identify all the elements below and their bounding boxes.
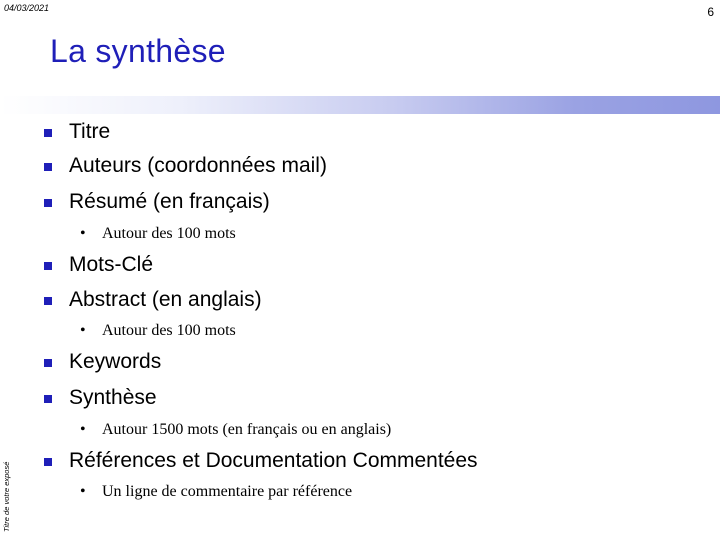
bullet-text: Titre [69,120,111,143]
dot-bullet-icon: • [80,225,86,242]
bullet-text: Abstract (en anglais) [69,288,262,311]
square-bullet-icon [44,129,52,137]
square-bullet-icon [44,297,52,305]
square-bullet-icon [44,359,52,367]
square-bullet-icon [44,458,52,466]
dot-bullet-icon: • [80,421,86,438]
square-bullet-icon [44,395,52,403]
dot-bullet-icon: • [80,322,86,339]
slide-date: 04/03/2021 [4,3,50,13]
bullet-text: Mots-Clé [69,253,154,276]
page-number: 6 [707,5,714,19]
square-bullet-icon [44,262,52,270]
square-bullet-icon [44,199,52,207]
dot-bullet-icon: • [80,483,86,500]
slide-title: La synthèse [50,33,226,69]
title-underline-bar [0,96,720,114]
bullet-text: Références et Documentation Commentées [69,449,478,472]
bullet-text: Résumé (en français) [69,190,270,213]
sub-bullet-text: Autour 1500 mots (en français ou en anglais) [102,421,392,438]
sub-bullet-text: Autour des 100 mots [102,225,236,242]
bullet-text: Synthèse [69,386,157,409]
side-label: Titre de votre exposé [2,461,11,532]
sub-bullet-text: Autour des 100 mots [102,322,236,339]
bullet-text: Auteurs (coordonnées mail) [69,154,327,177]
square-bullet-icon [44,163,52,171]
bullet-text: Keywords [69,350,162,373]
sub-bullet-text: Un ligne de commentaire par référence [102,483,353,500]
